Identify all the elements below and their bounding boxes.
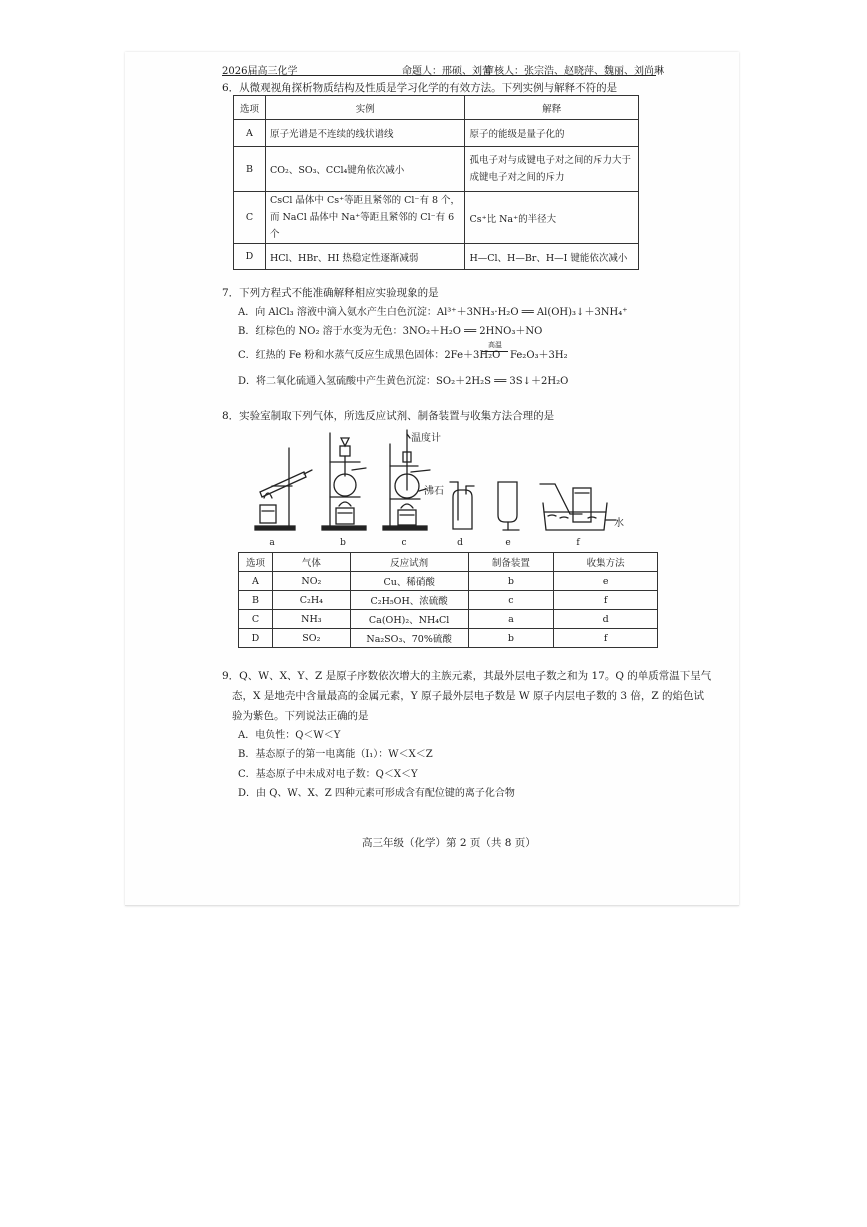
q6-example-line: CsCl 晶体中 Cs⁺等距且紧邻的 Cl⁻有 8 个， <box>269 195 461 206</box>
q7-stem: 7．下列方程式不能准确解释相应实验现象的是 <box>222 287 439 299</box>
q8-cell: SO₂ <box>272 629 350 648</box>
label-boiling-chips: 沸石 <box>424 486 444 497</box>
q6-opt: A <box>234 120 266 147</box>
apparatus-label-b: b <box>340 538 346 548</box>
q8-h-option: 选项 <box>239 553 273 572</box>
q8-cell: f <box>554 629 658 648</box>
label-water: 水 <box>614 518 624 529</box>
q8-table <box>238 552 658 648</box>
q8-cell: b <box>468 572 554 591</box>
apparatus-label-d: d <box>457 538 463 548</box>
label-thermometer: 温度计 <box>411 433 441 444</box>
q6-h-option: 选项 <box>234 96 266 120</box>
q8-cell: C₂H₄ <box>272 591 350 610</box>
q9-stem-line-3: 验为紫色。下列说法正确的是 <box>232 710 369 722</box>
q6-explain-line: 孤电子对与成键电子对之间的斥力大于 <box>469 155 631 166</box>
q9-option-c: C．基态原子中未成对电子数：Q＜X＜Y <box>238 769 418 780</box>
q8-cell: Ca(OH)₂、NH₄Cl <box>350 610 468 629</box>
q8-cell: NH₃ <box>272 610 350 629</box>
apparatus-c <box>383 430 430 530</box>
q8-h-collection: 收集方法 <box>554 553 658 572</box>
q8-cell: d <box>554 610 658 629</box>
q6-explain-line: 成键电子对之间的斥力 <box>469 172 565 183</box>
apparatus-b <box>322 433 366 530</box>
q8-cell: Cu、稀硝酸 <box>350 572 468 591</box>
q8-cell: D <box>239 629 273 648</box>
q8-cell: NO₂ <box>272 572 350 591</box>
apparatus-label-c: c <box>401 538 407 548</box>
q6-explain: 原子的能级是量子化的 <box>465 120 639 147</box>
q6-example: 原子光谱是不连续的线状谱线 <box>265 120 464 147</box>
q6-h-example: 实例 <box>265 96 464 120</box>
q7-option-c: C．红热的 Fe 粉和水蒸气反应生成黑色固体：2Fe＋3H₂O <box>238 350 501 361</box>
q6-explain: Cs⁺比 Na⁺的半径大 <box>465 192 639 244</box>
q8-h-gas: 气体 <box>272 553 350 572</box>
q7-option-a: A．向 AlCl₃ 溶液中滴入氨水产生白色沉淀：Al³⁺＋3NH₃·H₂O ══ Al(OH)₃↓＋3NH₄⁺ <box>238 307 628 318</box>
apparatus-d <box>450 482 474 529</box>
q7-option-d: D．将二氧化硫通入氢硫酸中产生黄色沉淀：SO₂＋2H₂S ══ 3S↓＋2H₂O <box>238 376 569 387</box>
q7-c-product: Fe₂O₃＋3H₂ <box>510 350 568 361</box>
q8-cell: A <box>239 572 273 591</box>
q6-example: CO₂、SO₃、CCl₄键角依次减小 <box>265 147 464 192</box>
apparatus-f <box>540 484 616 530</box>
q8-cell: a <box>468 610 554 629</box>
q8-header-row <box>239 553 658 572</box>
q7-option-b: B．红棕色的 NO₂ 溶于水变为无色：3NO₂＋H₂O ══ 2HNO₃＋NO <box>238 326 543 337</box>
q8-cell: C₂H₅OH、浓硫酸 <box>350 591 468 610</box>
q8-cell: e <box>554 572 658 591</box>
q6-explain: H—Cl、H—Br、H—I 键能依次减小 <box>465 244 639 270</box>
q8-cell: f <box>554 591 658 610</box>
q9-option-d: D．由 Q、W、X、Z 四种元素可形成含有配位键的离子化合物 <box>238 788 515 799</box>
q8-cell: Na₂SO₃、70%硫酸 <box>350 629 468 648</box>
q6-example: HCl、HBr、HI 热稳定性逐渐减弱 <box>265 244 464 270</box>
q6-stem: 6．从微观视角探析物质结构及性质是学习化学的有效方法。下列实例与解释不符的是 <box>222 82 618 94</box>
header-setter: 命题人：邢硕、刘蕾 <box>402 66 492 77</box>
header-reviewer: 审核人：张宗浩、赵晓萍、魏丽、刘尚琳 <box>484 66 664 77</box>
apparatus-a <box>255 448 312 530</box>
q8-row-b <box>239 591 658 610</box>
q8-cell: b <box>468 629 554 648</box>
q6-opt: C <box>234 192 266 244</box>
q8-cell: c <box>468 591 554 610</box>
q7-c-condition: 高温 <box>488 341 502 349</box>
q8-stem: 8．实验室制取下列气体，所选反应试剂、制备装置与收集方法合理的是 <box>222 410 555 422</box>
apparatus-e <box>498 482 519 530</box>
apparatus-label-f: f <box>576 538 580 548</box>
q6-opt: D <box>234 244 266 270</box>
q8-row-d <box>239 629 658 648</box>
apparatus-label-e: e <box>505 538 511 548</box>
q9-option-b: B．基态原子的第一电离能（I₁）：W＜X＜Z <box>238 749 433 760</box>
header-course: 2026届高三化学 <box>222 66 298 77</box>
q8-cell: B <box>239 591 273 610</box>
apparatus-label-a: a <box>269 538 275 548</box>
q8-cell: C <box>239 610 273 629</box>
q8-row-a <box>239 572 658 591</box>
q6-opt: B <box>234 147 266 192</box>
q8-h-apparatus: 制备装置 <box>468 553 554 572</box>
q8-row-c <box>239 610 658 629</box>
q9-stem-line-2: 态，X 是地壳中含量最高的金属元素，Y 原子最外层电子数是 W 原子内层电子数的 3 倍，Z 的焰色试 <box>232 690 705 702</box>
q8-h-reagents: 反应试剂 <box>350 553 468 572</box>
q6-example-line: 而 NaCl 晶体中 Na⁺等距且紧邻的 Cl⁻有 6 个 <box>269 212 455 240</box>
q6-h-explain: 解释 <box>465 96 639 120</box>
q9-stem-line-1: 9．Q、W、X、Y、Z 是原子序数依次增大的主族元素，其最外层电子数之和为 17。Q 的单质常温下呈气 <box>222 670 712 682</box>
q9-option-a: A．电负性：Q＜W＜Y <box>238 730 341 741</box>
page-footer: 高三年级（化学）第 2 页（共 8 页） <box>362 837 536 849</box>
